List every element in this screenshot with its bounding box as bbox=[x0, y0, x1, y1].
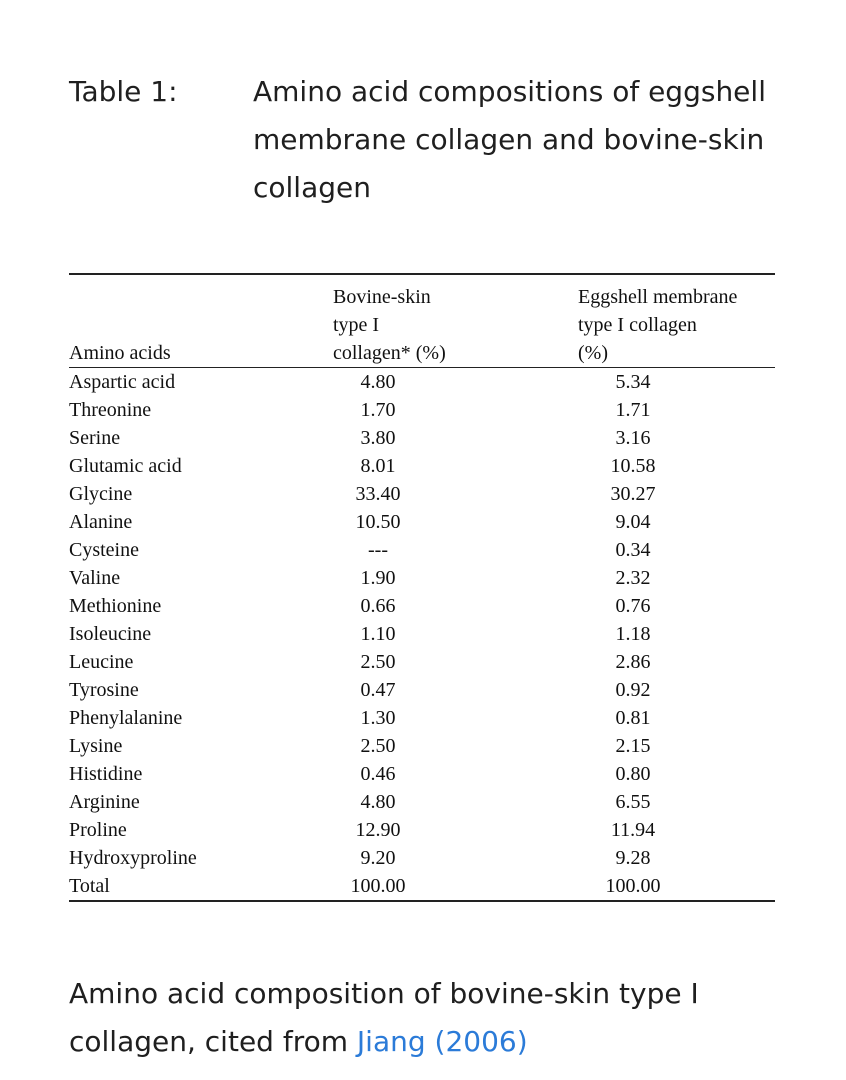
eggshell-value: 6.55 bbox=[615, 791, 651, 813]
table-row bbox=[69, 844, 775, 872]
amino-acid-name: Glutamic acid bbox=[69, 455, 182, 477]
amino-acid-name: Threonine bbox=[69, 399, 152, 421]
column-spacer bbox=[423, 844, 583, 872]
column-spacer bbox=[423, 564, 583, 592]
eggshell-value: 2.15 bbox=[615, 735, 651, 757]
bovine-value: 1.70 bbox=[360, 399, 396, 421]
eggshell-value: 1.71 bbox=[615, 399, 651, 421]
amino-acid-name: Lysine bbox=[69, 735, 123, 757]
bovine-value: 1.90 bbox=[360, 567, 396, 589]
table-row bbox=[69, 872, 775, 900]
column-spacer bbox=[423, 508, 583, 536]
amino-acid-name: Total bbox=[69, 875, 110, 897]
amino-acid-name: Alanine bbox=[69, 511, 133, 533]
column-spacer bbox=[423, 620, 583, 648]
bovine-value: 1.30 bbox=[360, 707, 396, 729]
amino-acid-name: Valine bbox=[69, 567, 121, 589]
amino-acid-name: Hydroxyproline bbox=[69, 847, 197, 869]
eggshell-value: 0.92 bbox=[615, 679, 651, 701]
header-bovine-line3: collagen* (%) bbox=[333, 342, 446, 364]
amino-acid-name: Leucine bbox=[69, 651, 134, 673]
header-egg-line3: (%) bbox=[578, 342, 608, 364]
header-bovine-line1: Bovine-skin bbox=[333, 286, 431, 308]
bovine-value: 0.47 bbox=[360, 679, 396, 701]
header-eggshell bbox=[578, 283, 775, 367]
eggshell-value: 2.32 bbox=[615, 567, 651, 589]
bovine-value: 3.80 bbox=[360, 427, 396, 449]
column-spacer bbox=[423, 704, 583, 732]
table-row bbox=[69, 368, 775, 396]
column-spacer bbox=[423, 536, 583, 564]
citation-link[interactable]: Jiang (2006) bbox=[356, 1025, 528, 1058]
eggshell-value: 9.04 bbox=[615, 511, 651, 533]
eggshell-value: 10.58 bbox=[610, 455, 656, 477]
eggshell-value: 5.34 bbox=[615, 371, 651, 393]
eggshell-value: 11.94 bbox=[610, 819, 656, 841]
eggshell-value: 0.34 bbox=[615, 539, 651, 561]
column-spacer bbox=[423, 368, 583, 396]
table-row bbox=[69, 788, 775, 816]
table-row bbox=[69, 732, 775, 760]
eggshell-value: 100.00 bbox=[605, 875, 661, 897]
amino-acid-name: Aspartic acid bbox=[69, 371, 176, 393]
table-row bbox=[69, 760, 775, 788]
table-row bbox=[69, 676, 775, 704]
amino-acid-name: Phenylalanine bbox=[69, 707, 183, 729]
amino-acid-table bbox=[69, 273, 775, 902]
table-row bbox=[69, 508, 775, 536]
amino-acid-name: Methionine bbox=[69, 595, 162, 617]
eggshell-value: 0.76 bbox=[615, 595, 651, 617]
table-body bbox=[69, 368, 775, 902]
bovine-value: 33.40 bbox=[355, 483, 401, 505]
eggshell-value: 2.86 bbox=[615, 651, 651, 673]
table-row bbox=[69, 592, 775, 620]
table-row bbox=[69, 704, 775, 732]
table-row bbox=[69, 452, 775, 480]
column-spacer bbox=[423, 760, 583, 788]
bovine-value: 9.20 bbox=[360, 847, 396, 869]
bovine-value: 10.50 bbox=[355, 511, 401, 533]
table-row bbox=[69, 396, 775, 424]
bovine-value: 2.50 bbox=[360, 651, 396, 673]
table-footnote bbox=[69, 970, 789, 1066]
bovine-value: 4.80 bbox=[360, 791, 396, 813]
column-spacer bbox=[423, 424, 583, 452]
eggshell-value: 0.80 bbox=[615, 763, 651, 785]
eggshell-value: 9.28 bbox=[615, 847, 651, 869]
eggshell-value: 0.81 bbox=[615, 707, 651, 729]
column-spacer bbox=[423, 648, 583, 676]
amino-acid-name: Isoleucine bbox=[69, 623, 152, 645]
bovine-value: --- bbox=[368, 539, 388, 561]
bovine-value: 0.66 bbox=[360, 595, 396, 617]
table-row bbox=[69, 648, 775, 676]
column-spacer bbox=[423, 872, 583, 900]
header-bovine bbox=[333, 283, 578, 367]
column-spacer bbox=[423, 452, 583, 480]
bovine-value: 0.46 bbox=[360, 763, 396, 785]
column-spacer bbox=[423, 480, 583, 508]
header-amino-acids: Amino acids bbox=[69, 342, 171, 364]
table-row bbox=[69, 816, 775, 844]
bovine-value: 8.01 bbox=[360, 455, 396, 477]
eggshell-value: 30.27 bbox=[610, 483, 656, 505]
column-spacer bbox=[423, 788, 583, 816]
bovine-value: 12.90 bbox=[355, 819, 401, 841]
eggshell-value: 3.16 bbox=[615, 427, 651, 449]
table-row bbox=[69, 564, 775, 592]
bovine-value: 100.00 bbox=[350, 875, 406, 897]
column-spacer bbox=[423, 592, 583, 620]
amino-acid-name: Cysteine bbox=[69, 539, 139, 561]
bovine-value: 2.50 bbox=[360, 735, 396, 757]
table-row bbox=[69, 480, 775, 508]
table-header bbox=[69, 273, 775, 368]
footnote-text: Amino acid composition of bovine-skin type I collagen, cited from bbox=[69, 977, 699, 1058]
amino-acid-name: Serine bbox=[69, 427, 121, 449]
column-spacer bbox=[423, 676, 583, 704]
amino-acid-name: Proline bbox=[69, 819, 127, 841]
table-row bbox=[69, 424, 775, 452]
amino-acid-name: Arginine bbox=[69, 791, 140, 813]
amino-acid-name: Glycine bbox=[69, 483, 133, 505]
eggshell-value: 1.18 bbox=[615, 623, 651, 645]
bovine-value: 1.10 bbox=[360, 623, 396, 645]
column-spacer bbox=[423, 732, 583, 760]
amino-acid-name: Tyrosine bbox=[69, 679, 139, 701]
column-spacer bbox=[423, 816, 583, 844]
table-row bbox=[69, 536, 775, 564]
column-spacer bbox=[423, 396, 583, 424]
table-row bbox=[69, 620, 775, 648]
table-label: Table 1: bbox=[69, 75, 178, 108]
bovine-value: 4.80 bbox=[360, 371, 396, 393]
amino-acid-name: Histidine bbox=[69, 763, 143, 785]
header-egg-line1: Eggshell membrane bbox=[578, 286, 738, 308]
header-bovine-line2: type I bbox=[333, 314, 380, 336]
header-egg-line2: type I collagen bbox=[578, 314, 697, 336]
table-title: Amino acid compositions of eggshell membrane collagen and bovine-skin collagen bbox=[253, 75, 766, 204]
